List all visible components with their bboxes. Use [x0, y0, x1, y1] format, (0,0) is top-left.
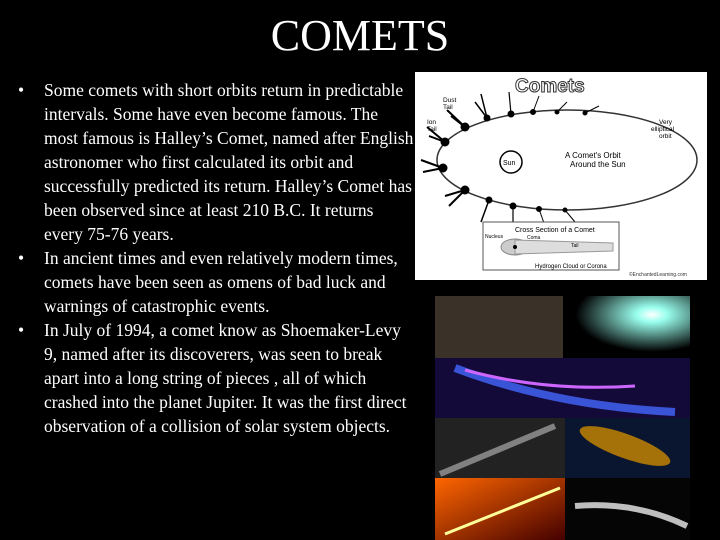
bullet-item — [18, 78, 416, 246]
diagram-heading: Comets — [515, 76, 585, 97]
bullet-item — [18, 318, 416, 438]
bullet-item — [18, 246, 416, 318]
comet-photo-collage — [435, 296, 690, 540]
photo-comet-green — [563, 296, 690, 358]
sun-label: Sun — [503, 160, 516, 167]
dust-tail-label: Dust Tail — [443, 97, 457, 111]
photo-milkyway — [435, 296, 565, 358]
nucleus-dot — [513, 245, 517, 249]
orbit-ellipse — [437, 110, 697, 210]
coma-label: Coma — [527, 235, 541, 241]
comet-orbit-diagram — [415, 72, 707, 280]
tail-shape — [515, 240, 613, 254]
bullet-text: In ancient times and even relatively modern times, comets have been seen as omens of bad luck and warnings of catastrophic events. — [44, 248, 398, 316]
bullet-icon: • — [18, 248, 25, 268]
credit-text: ©EnchantedLearning.com — [629, 272, 687, 278]
cross-section-title: Cross Section of a Comet — [515, 227, 595, 234]
bullet-list — [18, 78, 416, 438]
hydrogen-label: Hydrogen Cloud or Corona — [535, 264, 607, 270]
tail-label: Tail — [571, 243, 579, 249]
ion-tail-label: Ion Tail — [427, 119, 437, 133]
very-elliptical-label: Very elliptical orbit — [651, 119, 675, 140]
slide-title: COMETS — [270, 11, 450, 60]
bullet-icon: • — [18, 320, 25, 340]
orbit-label: A Comet's Orbit Around the Sun — [565, 151, 626, 169]
bullet-text: In July of 1994, a comet know as Shoemaker-Levy 9, named after its discoverers, was seen to break apart into a long string of pieces , all of which crashed into the planet Jupiter. It was the first direct observation of a collision of solar system objects. — [44, 320, 407, 436]
nucleus-label: Nucleus — [485, 234, 504, 240]
bullet-icon: • — [18, 80, 25, 100]
bullet-text: Some comets with short orbits return in predictable intervals. Some have even become famous. The most famous is Halley’s Comet, named after English astronomer who first calculated its orbit and successfully predicted its return. Halley’s Comet has been observed since at least 210 B.C. It returns every 75-76 years. — [44, 80, 414, 244]
